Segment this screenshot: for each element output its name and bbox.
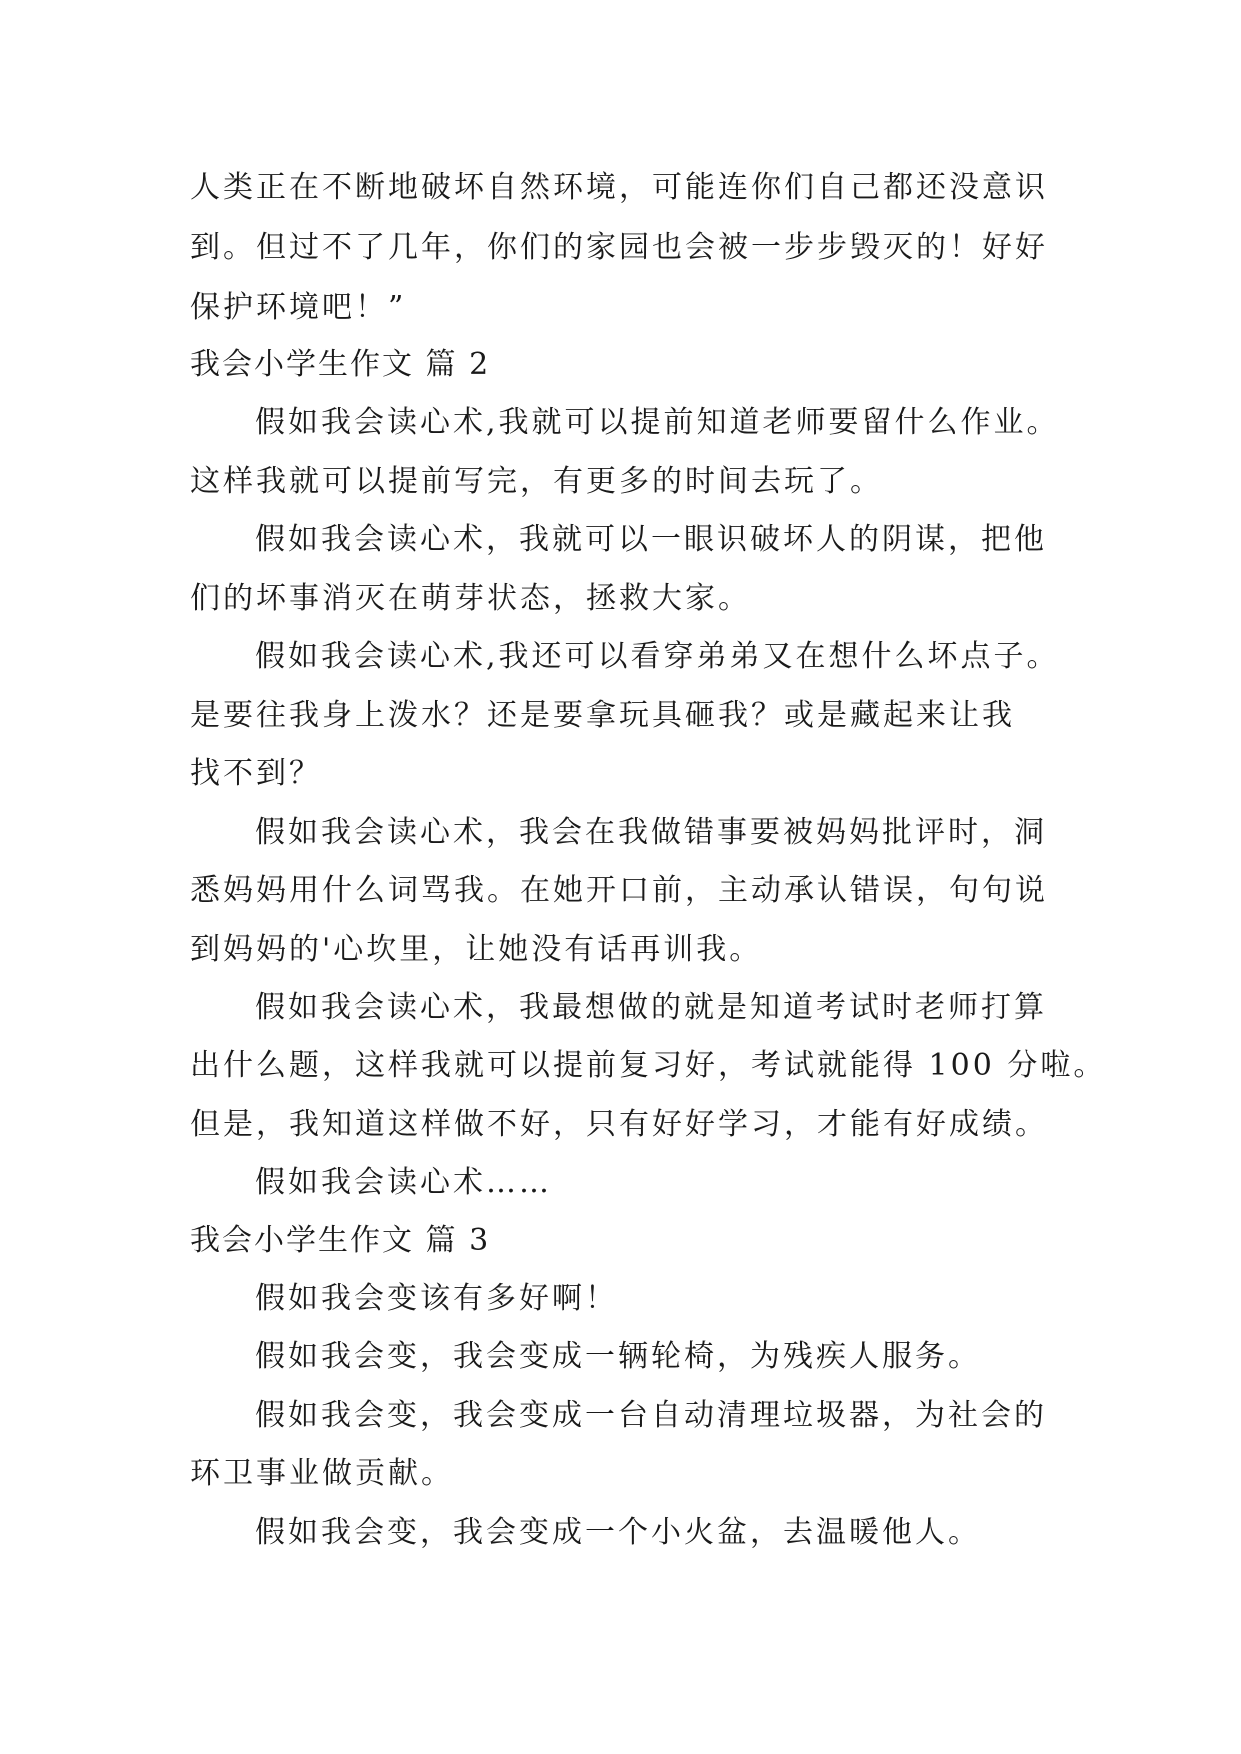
paragraph-line: 出什么题，这样我就可以提前复习好，考试就能得 100 分啦。: [190, 1048, 1107, 1083]
paragraph-line: 保护环境吧！”: [190, 290, 407, 325]
paragraph-line: 人类正在不断地破坏自然环境，可能连你们自己都还没意识: [190, 170, 1048, 205]
section-heading: 我会小学生作文 篇 2: [190, 347, 491, 382]
paragraph-line: 假如我会变，我会变成一辆轮椅，为残疾人服务。: [255, 1339, 981, 1374]
paragraph-line: 们的坏事消灭在萌芽状态，拯救大家。: [190, 581, 751, 616]
paragraph-line: 假如我会读心术，我最想做的就是知道考试时老师打算: [255, 990, 1047, 1025]
paragraph-line: 假如我会读心术，我就可以一眼识破坏人的阴谋，把他: [255, 522, 1047, 557]
paragraph-line: 假如我会读心术，我会在我做错事要被妈妈批评时，洞: [255, 815, 1047, 850]
paragraph-line: 假如我会变，我会变成一个小火盆，去温暖他人。: [255, 1515, 981, 1550]
section-heading: 我会小学生作文 篇 3: [190, 1223, 491, 1258]
paragraph-line: 到。但过不了几年，你们的家园也会被一步步毁灭的！好好: [190, 230, 1048, 265]
paragraph-line: 到妈妈的'心坎里，让她没有话再训我。: [190, 932, 763, 967]
paragraph-line: 但是，我知道这样做不好，只有好好学习，才能有好成绩。: [190, 1107, 1048, 1142]
paragraph-line: 这样我就可以提前写完，有更多的时间去玩了。: [190, 464, 883, 499]
paragraph-line: 假如我会读心术,我就可以提前知道老师要留什么作业。: [255, 405, 1060, 440]
paragraph-line: 悉妈妈用什么词骂我。在她开口前，主动承认错误，句句说: [190, 873, 1048, 908]
paragraph-line: 假如我会读心术,我还可以看穿弟弟又在想什么坏点子。: [255, 639, 1060, 674]
paragraph-line: 假如我会变，我会变成一台自动清理垃圾器，为社会的: [255, 1398, 1047, 1433]
paragraph-line: 环卫事业做贡献。: [190, 1456, 454, 1491]
paragraph-line: 是要往我身上泼水？还是要拿玩具砸我？或是藏起来让我: [190, 698, 1015, 733]
paragraph-line: 假如我会读心术……: [255, 1165, 552, 1200]
paragraph-line: 找不到？: [190, 756, 322, 791]
paragraph-line: 假如我会变该有多好啊！: [255, 1281, 618, 1316]
